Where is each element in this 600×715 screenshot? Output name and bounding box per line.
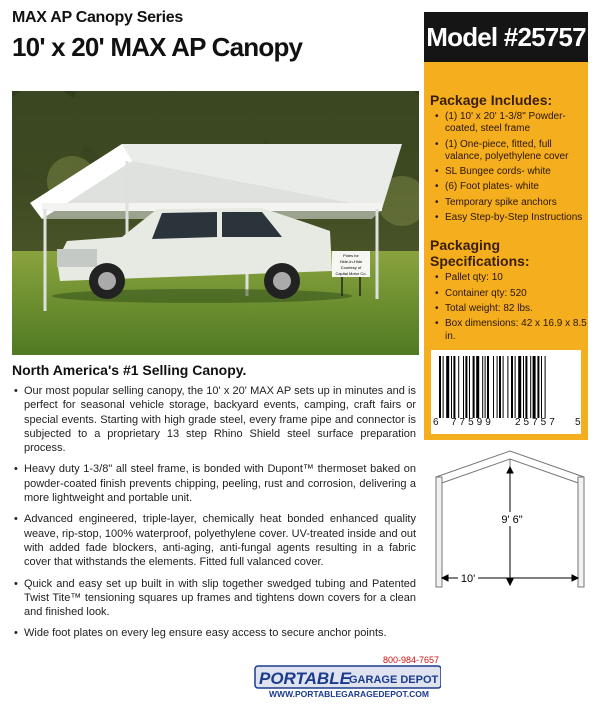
package-item: • SL Bungee cords- white — [430, 166, 588, 178]
feature-item: • Our most popular selling canopy, the 10' x 20' MAX AP sets up in minutes and is perfect for seasonal vehicle storage, backyard events, camping, craft fairs or special events. Starting with high grade steel, every frame pipe and connector is subjected to a proprietary 13 step Rhino Shield steel surface preparation process. — [14, 384, 416, 455]
spec-heading: Packaging Specifications: — [430, 237, 530, 270]
feature-item: • Advanced engineered, triple-layer, chemically heat bonded enhanced quality weave, rip-stop, 100% waterproof, polyethylene cover. UV-treated inside and out with added fade blockers, anti-aging, anti-fungal agents resulting in a fabric cover that withstands the elements. Fitted full valanced cover. — [14, 512, 416, 569]
barcode-bars — [439, 356, 575, 418]
barcode-bar — [518, 356, 521, 418]
upc-barcode — [431, 350, 581, 434]
spec-list — [430, 272, 588, 342]
sign-text-line: Capital Motor Co. — [335, 271, 367, 276]
barcode-bar — [473, 356, 475, 418]
barcode-bar — [497, 356, 498, 418]
feature-item: • Wide foot plates on every leg ensure easy access to secure anchor points. — [14, 626, 416, 640]
spec-item: • Box dimensions: 42 x 16.9 x 8.5 in. — [430, 318, 588, 343]
dimension-diagram — [430, 447, 590, 592]
model-number: Model #25757 — [424, 12, 588, 62]
feature-item: • Heavy duty 1-3/8" all steel frame, is bonded with Dupont™ thermoset baked on powder-coated finish prevents chipping, peeling, rust and corrosion, delivering a more lightweight and portable unit. — [14, 462, 416, 505]
barcode-bar — [503, 356, 504, 418]
barcode-bar — [443, 356, 444, 418]
spec-item: • Total weight: 82 lbs. — [430, 303, 588, 315]
barcode-bar — [469, 356, 470, 418]
barcode-bar — [476, 356, 479, 418]
height-label: 9' 6" — [501, 514, 523, 526]
barcode-bar — [499, 356, 501, 418]
barcode-bar — [515, 356, 516, 418]
width-label: 10' — [460, 573, 476, 585]
barcode-bar — [525, 356, 527, 418]
spec-item: • Pallet qty: 10 — [430, 272, 588, 284]
series-title: MAX AP Canopy Series — [12, 9, 183, 26]
package-item: • Easy Step-by-Step Instructions — [430, 212, 588, 224]
barcode-bar — [453, 356, 455, 418]
package-item: • (1) 10' x 20' 1-3/8" Powder-coated, steel frame — [430, 111, 588, 136]
phone-number: 800-984-7657 — [382, 655, 439, 665]
website-url[interactable]: WWW.PORTABLEGARAGEDEPOT.COM — [269, 689, 429, 699]
barcode-bar — [511, 356, 513, 418]
sign-text-line: Hide-In-Hide — [339, 259, 363, 264]
barcode-right-digits: 25757 — [515, 417, 558, 428]
barcode-bar — [530, 356, 531, 418]
spec-panel — [424, 12, 588, 440]
sign-text-line: Poles for — [343, 253, 359, 258]
barcode-bar — [533, 356, 536, 418]
feature-item: • Quick and easy set up built in with slip together swedged tubing and Patented Twist Tite™ tensioning squares up frames and tightens down covers for a clean and finished look. — [14, 577, 416, 620]
product-title: 10' x 20' MAX AP Canopy — [12, 32, 303, 62]
spec-item: • Container qty: 520 — [430, 288, 588, 300]
barcode-bar — [463, 356, 464, 418]
package-item: • (6) Foot plates- white — [430, 181, 588, 193]
barcode-bar — [537, 356, 539, 418]
sign-text-line: Courtesy of — [340, 265, 362, 270]
barcode-bar — [482, 356, 483, 418]
barcode-first-digit: 6 — [433, 417, 439, 428]
barcode-bar — [446, 356, 449, 418]
logo-garage-depot: GARAGE DEPOT — [349, 674, 439, 686]
barcode-bar — [493, 356, 494, 418]
tagline: North America's #1 Selling Canopy. — [12, 362, 247, 378]
logo-portable: PORTABLE — [259, 669, 351, 688]
barcode-bar — [487, 356, 489, 418]
canopy-truck-illustration — [12, 91, 419, 355]
package-item: • Temporary spike anchors — [430, 197, 588, 209]
barcode-left-digits: 77599 — [451, 417, 494, 428]
package-heading: Package Includes: — [430, 92, 553, 108]
package-item: • (1) One-piece, fitted, full valance, polyethylene cover — [430, 139, 588, 164]
barcode-bar — [485, 356, 486, 418]
barcode-bar — [541, 356, 542, 418]
package-list — [430, 111, 588, 224]
barcode-bar — [458, 356, 459, 418]
barcode-last-digit: 5 — [575, 417, 581, 428]
barcode-bar — [545, 356, 546, 418]
barcode-bar — [451, 356, 452, 418]
product-photo — [12, 91, 419, 355]
barcode-bar — [507, 356, 508, 418]
barcode-bar — [523, 356, 524, 418]
feature-list — [14, 384, 416, 648]
barcode-bar — [439, 356, 441, 418]
portable-garage-depot-logo — [253, 654, 441, 699]
barcode-bar — [465, 356, 467, 418]
